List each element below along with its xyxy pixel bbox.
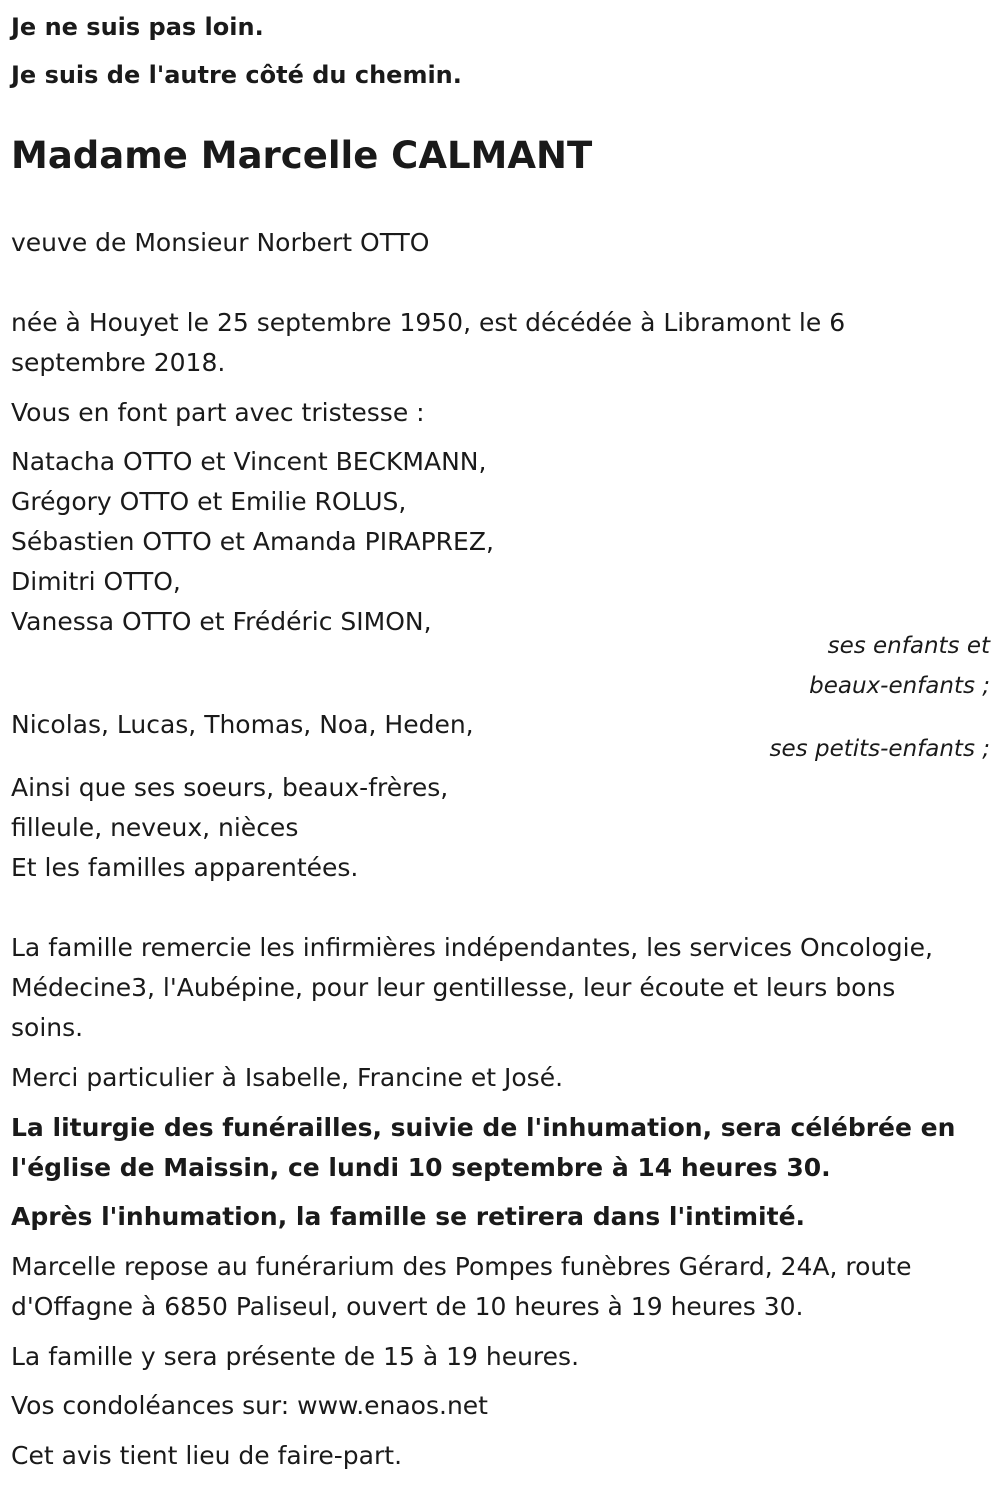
grandchildren-role: ses petits-enfants ; [769,736,990,762]
thanks-line: Médecine3, l'Aubépine, pour leur gentillesse, leur écoute et leurs bons [11,973,896,1002]
deceased-name: Madame Marcelle CALMANT [11,134,593,177]
children-role-line-1: ses enfants et [827,633,990,659]
presence-line: La famille y sera présente de 15 à 19 heures. [11,1342,580,1371]
children-role-line-2: beaux-enfants ; [809,673,990,699]
widow-of-line: veuve de Monsieur Norbert OTTO [11,228,430,257]
thanks-line: La famille remercie les infirmières indépendantes, les services Oncologie, [11,933,933,962]
birth-death-line-1: née à Houyet le 25 septembre 1950, est décédée à Libramont le 6 [11,308,846,337]
child-line: Sébastien OTTO et Amanda PIRAPREZ, [11,527,494,556]
announce-line: Vous en font part avec tristesse : [11,398,425,427]
condolences-line: Vos condoléances sur: www.enaos.net [11,1391,488,1420]
relatives-line: Ainsi que ses soeurs, beaux-frères, [11,773,449,802]
relatives-line: Et les familles apparentées. [11,853,359,882]
notice-line: Cet avis tient lieu de faire-part. [11,1441,403,1470]
child-line: Dimitri OTTO, [11,567,181,596]
child-line: Vanessa OTTO et Frédéric SIMON, [11,607,432,636]
special-thanks-line: Merci particulier à Isabelle, Francine et José. [11,1063,564,1092]
repose-line-1: Marcelle repose au funérarium des Pompes funèbres Gérard, 24A, route [11,1252,912,1281]
repose-line-2: d'Offagne à 6850 Paliseul, ouvert de 10 heures à 19 heures 30. [11,1292,804,1321]
thanks-line: soins. [11,1013,84,1042]
child-line: Grégory OTTO et Emilie ROLUS, [11,487,407,516]
epigraph-line-1: Je ne suis pas loin. [11,13,264,41]
grandchildren-line: Nicolas, Lucas, Thomas, Noa, Heden, [11,710,474,739]
after-burial-line: Après l'inhumation, la famille se retirera dans l'intimité. [11,1202,806,1231]
birth-death-line-2: septembre 2018. [11,348,226,377]
child-line: Natacha OTTO et Vincent BECKMANN, [11,447,487,476]
liturgy-line-1: La liturgie des funérailles, suivie de l'inhumation, sera célébrée en [11,1113,956,1142]
epigraph-line-2: Je suis de l'autre côté du chemin. [11,61,462,89]
relatives-line: filleule, neveux, nièces [11,813,299,842]
liturgy-line-2: l'église de Maissin, ce lundi 10 septembre à 14 heures 30. [11,1153,831,1182]
